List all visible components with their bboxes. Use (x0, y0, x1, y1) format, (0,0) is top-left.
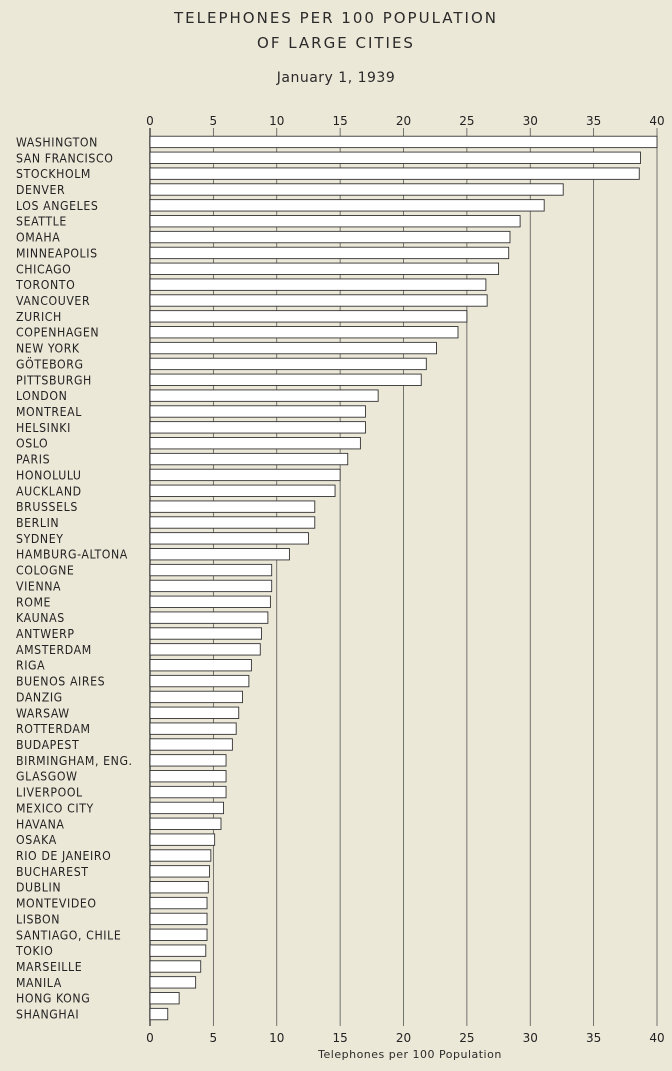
category-label: RIO DE JANEIRO (16, 849, 112, 863)
tick-label-bottom: 10 (269, 1031, 285, 1045)
tick-label-top: 40 (649, 114, 665, 128)
tick-label-bottom: 35 (585, 1031, 602, 1045)
bar-manila (150, 977, 196, 988)
category-label: PITTSBURGH (16, 373, 92, 388)
category-label: SYDNEY (16, 531, 64, 546)
category-label: DUBLIN (16, 880, 62, 895)
bar-new-york (150, 342, 436, 353)
category-label: ANTWERP (16, 627, 75, 641)
bar-minneapolis (150, 247, 509, 258)
category-label: DENVER (16, 183, 66, 197)
chart-title-line-2: OF LARGE CITIES (257, 34, 415, 52)
category-label: BIRMINGHAM, ENG. (16, 753, 133, 768)
category-label: BRUSSELS (16, 500, 78, 515)
category-label: COLOGNE (16, 563, 75, 578)
category-label: PARIS (16, 452, 51, 467)
tick-label-bottom: 40 (649, 1031, 665, 1045)
category-label: NEW YORK (16, 341, 80, 356)
bar-liverpool (150, 786, 226, 797)
bar-brussels (150, 501, 315, 512)
bar-havana (150, 818, 221, 829)
bar-antwerp (150, 628, 262, 639)
category-label: OSAKA (16, 833, 57, 848)
category-label: CHICAGO (16, 262, 72, 277)
category-label: BERLIN (16, 516, 60, 530)
category-label: SEATTLE (16, 214, 67, 229)
category-label: MARSEILLE (16, 960, 83, 974)
bar-seattle (150, 216, 520, 227)
category-label: MEXICO CITY (16, 801, 94, 816)
bar-shanghai (150, 1008, 168, 1019)
category-label: BUENOS AIRES (16, 674, 106, 689)
tick-label-bottom: 25 (459, 1031, 475, 1045)
tick-label-bottom: 5 (209, 1031, 218, 1045)
category-label: AUCKLAND (16, 484, 82, 499)
category-label: ZURICH (16, 309, 62, 324)
category-label: RIGA (16, 658, 46, 673)
tick-label-bottom: 0 (146, 1031, 154, 1045)
bar-washington (150, 136, 657, 147)
bar-zurich (150, 311, 467, 322)
bar-budapest (150, 739, 232, 750)
category-labels (15, 135, 133, 1021)
category-label: OSLO (16, 436, 49, 451)
category-label: SANTIAGO, CHILE (16, 928, 122, 943)
category-label: TORONTO (16, 278, 76, 293)
category-label: ROME (16, 595, 52, 610)
chart-subtitle: January 1, 1939 (276, 70, 396, 86)
bar-rio-de-janeiro (150, 850, 211, 861)
bar-riga (150, 660, 251, 671)
bar-bucharest (150, 866, 210, 877)
tick-label-bottom: 30 (522, 1031, 538, 1045)
tick-label-top: 15 (332, 114, 348, 128)
bar-vancouver (150, 295, 487, 306)
tick-label-bottom: 15 (332, 1031, 348, 1045)
bar-rome (150, 596, 270, 607)
bar-osaka (150, 834, 215, 845)
tick-label-top: 0 (146, 114, 154, 128)
category-label: GLASGOW (16, 769, 78, 784)
bar-birmingham-eng- (150, 755, 226, 766)
tick-label-top: 5 (209, 114, 218, 128)
bar-oslo (150, 438, 360, 449)
bar-kaunas (150, 612, 268, 623)
bar-chicago (150, 263, 499, 274)
bar-santiago-chile (150, 929, 207, 940)
bar-danzig (150, 691, 243, 702)
bar-glasgow (150, 771, 226, 782)
chart-title-line-1: TELEPHONES PER 100 POPULATION (174, 9, 498, 27)
bar-london (150, 390, 378, 401)
bar-vienna (150, 580, 272, 591)
category-label: HONOLULU (16, 468, 82, 483)
category-label: GÖTEBORG (16, 357, 84, 372)
tick-label-top: 35 (585, 114, 602, 128)
category-label: KAUNAS (16, 611, 65, 626)
bar-amsterdam (150, 644, 260, 655)
bar-dublin (150, 882, 208, 893)
bar-denver (150, 184, 563, 195)
bar-cologne (150, 564, 272, 575)
category-label: MANILA (16, 975, 62, 990)
bar-tokio (150, 945, 206, 956)
category-label: LOS ANGELES (16, 198, 99, 213)
category-label: MONTEVIDEO (16, 896, 97, 911)
category-label: AMSTERDAM (16, 642, 92, 657)
category-label: DANZIG (16, 690, 63, 705)
x-axis-title: Telephones per 100 Population (318, 1048, 502, 1061)
tick-label-bottom: 20 (395, 1031, 412, 1045)
bar-warsaw (150, 707, 239, 718)
category-label: TOKIO (16, 944, 54, 959)
category-label: LONDON (16, 389, 68, 404)
bar-montreal (150, 406, 365, 417)
bar-montevideo (150, 897, 207, 908)
category-label: MINNEAPOLIS (16, 246, 98, 261)
bar-hamburg-altona (150, 549, 289, 560)
category-label: ROTTERDAM (16, 722, 91, 737)
bar-copenhagen (150, 327, 458, 338)
category-label: BUDAPEST (16, 738, 80, 752)
bar-lisbon (150, 913, 207, 924)
category-label: LIVERPOOL (16, 785, 83, 800)
bar-paris (150, 453, 348, 464)
tick-label-top: 10 (269, 114, 285, 128)
category-label: BUCHAREST (16, 864, 89, 879)
bar-berlin (150, 517, 315, 528)
bar-los-angeles (150, 200, 544, 211)
category-label: HAVANA (16, 817, 65, 832)
bar-omaha (150, 231, 510, 242)
bar-marseille (150, 961, 201, 972)
category-label: SHANGHAI (16, 1007, 80, 1022)
bar-stockholm (150, 168, 639, 179)
bar-san-francisco (150, 152, 641, 163)
bar-helsinki (150, 422, 365, 433)
category-label: COPENHAGEN (16, 325, 100, 340)
bar-auckland (150, 485, 335, 496)
category-label: SAN FRANCISCO (16, 151, 114, 166)
bar-honolulu (150, 469, 340, 480)
category-label: WASHINGTON (16, 135, 98, 150)
bar-sydney (150, 533, 308, 544)
tick-label-top: 30 (522, 114, 538, 128)
category-label: LISBON (16, 912, 61, 927)
tick-label-top: 25 (459, 114, 475, 128)
category-label: VIENNA (16, 579, 62, 594)
category-label: STOCKHOLM (16, 167, 91, 182)
tick-label-top: 20 (395, 114, 412, 128)
bar-mexico-city (150, 802, 224, 813)
bar-buenos-aires (150, 675, 249, 686)
bar-pittsburgh (150, 374, 421, 385)
category-label: OMAHA (16, 230, 61, 245)
category-label: WARSAW (16, 706, 70, 721)
category-label: VANCOUVER (16, 294, 91, 308)
category-label: HONG KONG (16, 991, 91, 1006)
category-label: HAMBURG-ALTONA (16, 547, 128, 562)
bar-rotterdam (150, 723, 236, 734)
category-label: HELSINKI (16, 420, 71, 435)
bar-toronto (150, 279, 486, 290)
bar-g-teborg (150, 358, 426, 369)
bar-hong-kong (150, 993, 179, 1004)
category-label: MONTREAL (16, 405, 82, 419)
